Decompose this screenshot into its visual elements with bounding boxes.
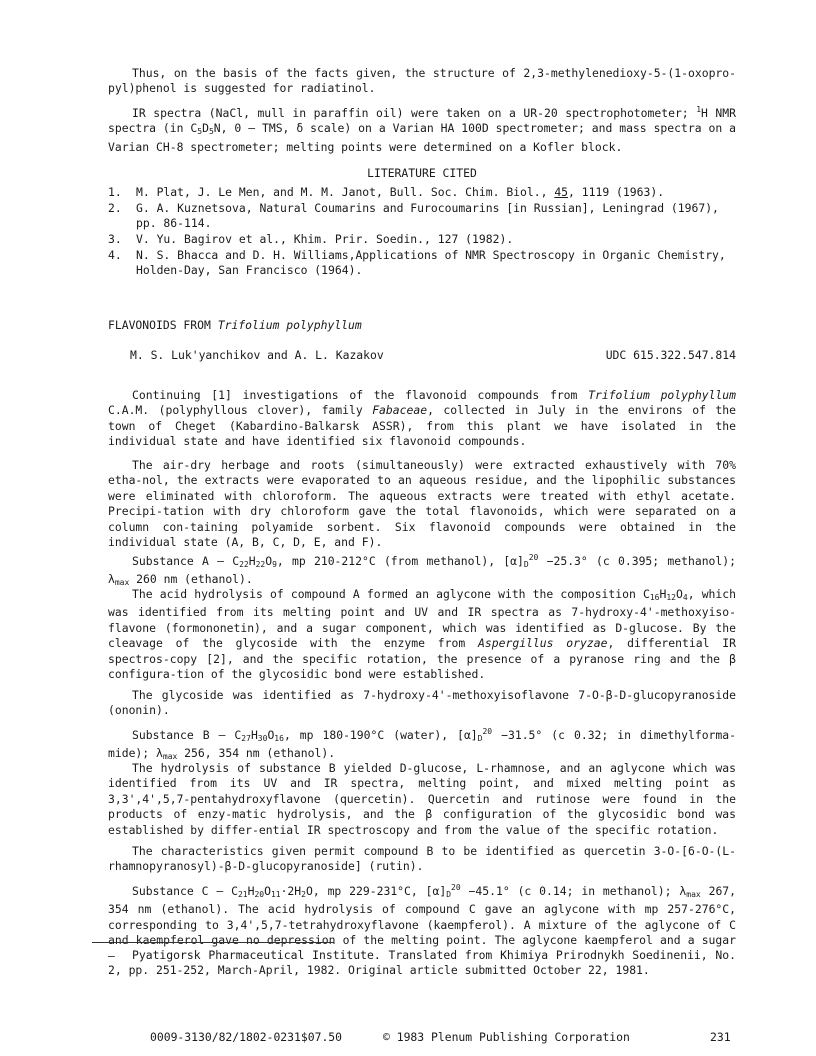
reference-number: 3. [108,232,122,246]
rutin-paragraph: The characteristics given permit compound B to be identified as quercetin 3-O-[6-O-(L-rhamnopyranosyl)-β-D-glucopyranoside] (rutin). [108,844,736,874]
udc-code: UDC 615.322.547.814 [605,348,736,362]
substance-b-paragraph: Substance B — $C_{27}H_{30}O_{16}$, mp 180-190°C (water), $[\alpha]_D^{20} -31.5^\circ$ (c 0.32; in dimethylforma-mide); $\lambda_{max}$ 256, 354 nm (ethanol). [108,727,736,762]
reference-item [108,248,736,279]
conclusion-paragraph [108,66,736,97]
hydrolysis-b-paragraph: The hydrolysis of substance B yielded D-glucose, L-rhamnose, and an aglycone which was identified from its UV and IR spectra, melting point, and mixed melting point as 3,3',4',5,7-pentahydroxyflavone (quercetin). Quercetin and rutinose were found in the products of enzy-matic hydrolysis, and the β configuration of the glycosidic bond was established by differ-ential IR spectroscopy and from the value of the specific rotation. [108,761,736,837]
methods-paragraph [108,102,736,155]
reference-number: 4. [108,248,122,262]
article-title: FLAVONOIDS FROM Trifolium polyphyllum [108,318,362,332]
methods-text-b: H NMR spectra (in C [108,106,736,136]
family-name: Fabaceae [372,403,428,418]
footnote-institute: Pyatigorsk Pharmaceutical Institute. Translated from Khimiya Prirodnykh Soedinenii, No. 2, pp. 251-252, March-April, 1982. Original article submitted October 22, 1981. [108,948,736,978]
reference-text: N. S. Bhacca and D. H. Williams,Applications of NMR Spectroscopy in Organic Chemistry, Holden-Day, San Francisco (1964). [136,248,726,278]
reference-text: M. Plat, J. Le Men, and M. M. Janot, Bull. Soc. Chim. Biol., 45, 1119 (1963). [136,185,665,199]
reference-text: V. Yu. Bagirov et al., Khim. Prir. Soedin., 127 (1982). [136,232,514,246]
title-species: Trifolium polyphyllum [217,318,362,332]
footnote-rule [92,942,334,943]
subscript: 5 [197,127,203,137]
literature-heading: LITERATURE CITED [367,166,477,180]
intro-paragraph: Continuing [1] investigations of the flavonoid compounds from Trifolium polyphyllum C.A.M. (polyphyllous clover), family Fabaceae, collected in July in the environs of the town of Cheget (Kabardino-Balkarsk ASSR), from this plant we have isolated in the individual state and have identified six flavonoid compounds. [108,388,737,449]
copyright-notice: © 1983 Plenum Publishing Corporation [383,1030,630,1044]
species-name: Trifolium polyphyllum [588,388,737,402]
reference-number: 1. [108,185,122,199]
substance-a-paragraph: Substance A — $C_{22}H_{22}O_9$, mp 210-212°C (from methanol), $[\alpha]_D^{20} -25.3^\circ$ (c 0.395; methanol); $\lambda_{max}$ 260 nm (ethanol). [108,553,736,588]
page-number: 231 [710,1030,731,1044]
reference-volume: 45 [554,185,569,199]
reference-number: 2. [108,201,122,215]
substance-c-paragraph: Substance C — $C_{21}H_{20}O_{11}\cdot 2H_2O$, mp 229-231°C, $[\alpha]_D^{20} -45.1^\circ$ (c 0.14; in methanol); $\lambda_{max}$ 267, 354 nm (ethanol). The acid hydrolysis of compound C gave an aglycone with mp 257-276°C, corresponding to 3,4',5,7-tetrahydroxyflavone (kaempferol). A mixture of the aglycone of C and kaempferol gave no depression of the melting point. The aglycone kaempferol and a sugar — [108,883,737,963]
reference-item [108,201,736,232]
reference-item [108,232,736,247]
article-code: 0009-3130/82/1802-0231$07.50 [150,1030,343,1044]
subscript: 5 [208,127,214,137]
hydrolysis-a-paragraph: The acid hydrolysis of compound A formed an aglycone with the composition $C_{16}H_{12}O_4$, which was identified from its melting point and UV and IR spectra as 7-hydroxy-4'-methoxyiso-flavone (formononetin), and a sugar component, which was identified as D-glucose. By the cleavage of the glycoside with the enzyme from Aspergillus oryzae, differential IR spectros-copy [2], and the specific rotation, the presence of a pyranose ring and the β configura-tion of the glycosidic bond were established. [108,587,736,682]
extraction-paragraph: The air-dry herbage and roots (simultaneously) were extracted exhaustively with 70% etha-nol, the extracts were evaporated to an aqueous residue, and the lipophilic substances were eliminated with chloroform. The aqueous extracts were treated with ethyl acetate. Precipi-tation with dry chloroform gave the total flavonoids, which were separated on a column con-taining polyamide sorbent. Six flavonoid compounds were obtained in the individual state (A, B, C, D, E, and F). [108,458,736,550]
nmr-superscript: 1 [696,105,702,114]
conclusion-text: Thus, on the basis of the facts given, the structure of 2,3-methylenedioxy-5-(1-oxopro-pyl)phenol is suggested for radiatinol. [108,66,736,96]
reference-item [108,185,736,200]
ononin-paragraph: The glycoside was identified as 7-hydroxy-4'-methoxyisoflavone 7-O-β-D-glucopyranoside (ononin). [108,688,736,718]
methods-text-a: IR spectra (NaCl, mull in paraffin oil) were taken on a UR-20 spectrophotometer; [132,106,697,120]
enzyme-source-species: Aspergillus oryzae [478,636,608,651]
article-authors: M. S. Luk'yanchikov and A. L. Kazakov [130,348,384,362]
reference-text: G. A. Kuznetsova, Natural Coumarins and Furocoumarins [in Russian], Leningrad (1967), pp. 86-114. [136,201,719,231]
methods-text-c: D [202,121,209,136]
methods-text-d: N, 0 — TMS, δ scale) on a Varian HA 100D spectrometer; and mass spectra on a Varian CH-8 spectrometer; melting points were determined on a Kofler block. [108,121,736,154]
